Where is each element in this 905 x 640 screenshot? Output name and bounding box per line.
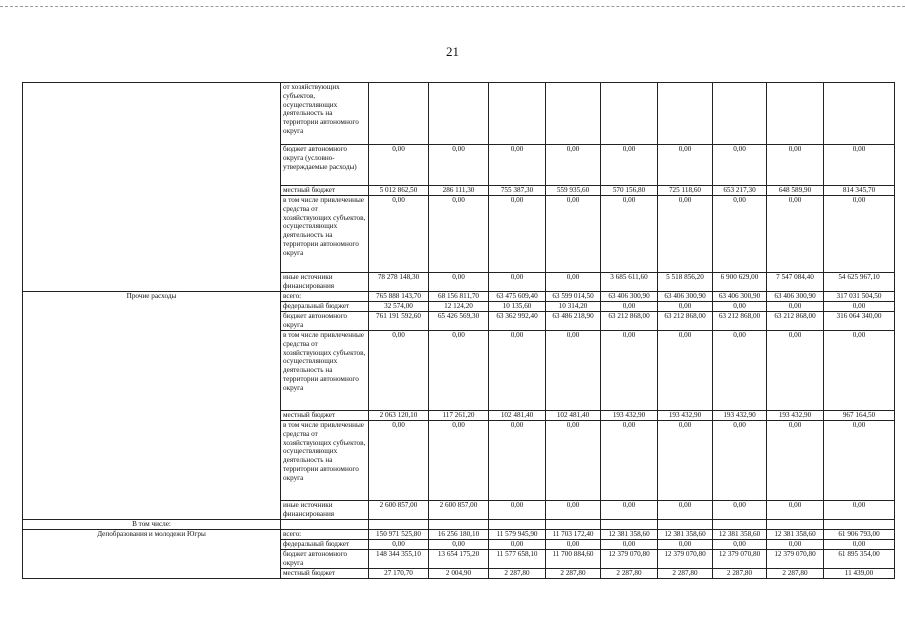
amount-cell: 0,00 xyxy=(601,196,658,273)
amount-cell: 12 379 070,80 xyxy=(658,550,713,569)
amount-cell: 2 287,80 xyxy=(658,569,713,579)
amount-cell: 5 518 856,20 xyxy=(658,273,713,292)
funding-source-cell: в том числе привлеченные средства от хозяйствующих субъектов, осуществляющих деятельность на территории автономного округа xyxy=(281,331,369,411)
amount-cell: 193 432,90 xyxy=(767,411,824,421)
amount-cell: 725 118,60 xyxy=(658,186,713,196)
amount-cell: 0,00 xyxy=(767,421,824,501)
table-row xyxy=(23,83,895,145)
amount-cell: 0,00 xyxy=(601,421,658,501)
amount-cell: 0,00 xyxy=(824,501,895,520)
amount-cell: 0,00 xyxy=(601,501,658,520)
amount-cell: 12 379 070,80 xyxy=(767,550,824,569)
amount-cell: 61 906 793,00 xyxy=(824,530,895,540)
amount-cell: 0,00 xyxy=(658,421,713,501)
funding-source-cell: в том числе привлеченные средства от хозяйствующих субъектов, осуществляющих деятельность на территории автономного округа xyxy=(281,196,369,273)
amount-cell: 0,00 xyxy=(429,540,489,550)
in-that-row xyxy=(23,520,895,530)
amount-cell: 63 212 868,00 xyxy=(658,312,713,331)
amount-cell: 0,00 xyxy=(546,421,601,501)
amount-cell: 65 426 569,30 xyxy=(429,312,489,331)
empty-cell xyxy=(369,520,429,530)
funding-source-cell: в том числе привлеченные средства от хозяйствующих субъектов, осуществляющих деятельность на территории автономного округа xyxy=(281,421,369,501)
amount-cell: 761 191 592,60 xyxy=(369,312,429,331)
amount-cell: 12 381 358,60 xyxy=(713,530,767,540)
amount-cell: 11 577 658,10 xyxy=(489,550,546,569)
amount-cell: 10 314,20 xyxy=(546,302,601,312)
funding-source-cell: иные источники финансирования xyxy=(281,501,369,520)
amount-cell: 0,00 xyxy=(658,145,713,186)
amount-cell xyxy=(767,83,824,145)
amount-cell: 0,00 xyxy=(429,421,489,501)
amount-cell: 0,00 xyxy=(369,196,429,273)
amount-cell: 63 475 609,40 xyxy=(489,292,546,302)
funding-source-cell: местный бюджет xyxy=(281,569,369,579)
amount-cell: 0,00 xyxy=(601,331,658,411)
amount-cell: 0,00 xyxy=(658,540,713,550)
amount-cell: 0,00 xyxy=(713,421,767,501)
amount-cell: 10 135,60 xyxy=(489,302,546,312)
amount-cell: 0,00 xyxy=(369,540,429,550)
amount-cell: 0,00 xyxy=(489,196,546,273)
amount-cell: 11 579 945,90 xyxy=(489,530,546,540)
amount-cell: 193 432,90 xyxy=(713,411,767,421)
table-row xyxy=(23,292,895,302)
empty-cell xyxy=(767,520,824,530)
amount-cell: 6 900 629,00 xyxy=(713,273,767,292)
funding-source-cell: бюджет автономного округа (условно-утверждаемые расходы) xyxy=(281,145,369,186)
amount-cell: 2 287,80 xyxy=(767,569,824,579)
scan-top-edge xyxy=(0,6,905,7)
amount-cell: 648 589,90 xyxy=(767,186,824,196)
amount-cell: 148 344 355,10 xyxy=(369,550,429,569)
amount-cell: 0,00 xyxy=(489,421,546,501)
amount-cell: 653 217,30 xyxy=(713,186,767,196)
section-name-cell xyxy=(23,83,281,292)
amount-cell: 150 971 525,80 xyxy=(369,530,429,540)
amount-cell: 0,00 xyxy=(489,145,546,186)
amount-cell: 32 574,00 xyxy=(369,302,429,312)
amount-cell xyxy=(546,83,601,145)
amount-cell: 2 063 120,10 xyxy=(369,411,429,421)
amount-cell: 0,00 xyxy=(546,501,601,520)
amount-cell: 0,00 xyxy=(369,331,429,411)
amount-cell: 102 481,40 xyxy=(546,411,601,421)
amount-cell: 0,00 xyxy=(713,196,767,273)
amount-cell: 0,00 xyxy=(767,196,824,273)
empty-cell xyxy=(824,520,895,530)
amount-cell: 2 287,80 xyxy=(546,569,601,579)
amount-cell xyxy=(824,83,895,145)
amount-cell: 12 124,20 xyxy=(429,302,489,312)
amount-cell: 0,00 xyxy=(369,421,429,501)
amount-cell: 0,00 xyxy=(767,145,824,186)
amount-cell: 117 261,20 xyxy=(429,411,489,421)
amount-cell: 559 935,60 xyxy=(546,186,601,196)
amount-cell: 0,00 xyxy=(658,331,713,411)
funding-source-cell: бюджет автономного округа xyxy=(281,312,369,331)
amount-cell: 0,00 xyxy=(489,501,546,520)
funding-source-cell: всего: xyxy=(281,292,369,302)
amount-cell: 755 387,30 xyxy=(489,186,546,196)
amount-cell xyxy=(429,83,489,145)
amount-cell: 3 685 611,60 xyxy=(601,273,658,292)
amount-cell: 0,00 xyxy=(658,196,713,273)
amount-cell: 0,00 xyxy=(824,540,895,550)
amount-cell: 0,00 xyxy=(546,540,601,550)
amount-cell: 5 012 862,50 xyxy=(369,186,429,196)
amount-cell: 12 381 358,60 xyxy=(658,530,713,540)
amount-cell: 2 287,80 xyxy=(713,569,767,579)
amount-cell: 61 895 354,00 xyxy=(824,550,895,569)
amount-cell: 0,00 xyxy=(824,302,895,312)
amount-cell: 0,00 xyxy=(489,331,546,411)
in-that-label: В том числе: xyxy=(23,520,281,530)
amount-cell: 286 111,30 xyxy=(429,186,489,196)
empty-cell xyxy=(658,520,713,530)
amount-cell: 63 212 868,00 xyxy=(601,312,658,331)
amount-cell: 12 381 358,60 xyxy=(601,530,658,540)
amount-cell: 316 064 340,00 xyxy=(824,312,895,331)
amount-cell: 2 287,80 xyxy=(601,569,658,579)
amount-cell xyxy=(658,83,713,145)
amount-cell: 63 406 300,90 xyxy=(713,292,767,302)
amount-cell: 63 406 300,90 xyxy=(767,292,824,302)
amount-cell: 193 432,90 xyxy=(601,411,658,421)
amount-cell: 0,00 xyxy=(546,196,601,273)
amount-cell: 7 547 084,40 xyxy=(767,273,824,292)
amount-cell: 11 700 884,60 xyxy=(546,550,601,569)
amount-cell: 0,00 xyxy=(369,145,429,186)
amount-cell: 63 362 992,40 xyxy=(489,312,546,331)
amount-cell: 193 432,90 xyxy=(658,411,713,421)
amount-cell: 2 287,80 xyxy=(489,569,546,579)
amount-cell: 0,00 xyxy=(489,273,546,292)
empty-cell xyxy=(713,520,767,530)
section-name-cell: Прочие расходы xyxy=(23,292,281,520)
amount-cell: 0,00 xyxy=(767,331,824,411)
amount-cell: 0,00 xyxy=(658,302,713,312)
amount-cell: 0,00 xyxy=(824,145,895,186)
amount-cell xyxy=(713,83,767,145)
amount-cell: 0,00 xyxy=(601,145,658,186)
page-number: 21 xyxy=(446,44,459,59)
amount-cell: 63 212 868,00 xyxy=(767,312,824,331)
amount-cell: 0,00 xyxy=(601,302,658,312)
funding-source-cell: иные источники финансирования xyxy=(281,273,369,292)
amount-cell: 0,00 xyxy=(767,302,824,312)
amount-cell: 0,00 xyxy=(546,145,601,186)
amount-cell: 63 406 300,90 xyxy=(601,292,658,302)
amount-cell: 967 164,50 xyxy=(824,411,895,421)
amount-cell: 12 379 070,80 xyxy=(601,550,658,569)
amount-cell: 68 156 811,70 xyxy=(429,292,489,302)
funding-source-cell: местный бюджет xyxy=(281,186,369,196)
amount-cell: 0,00 xyxy=(429,196,489,273)
funding-source-cell: местный бюджет xyxy=(281,411,369,421)
budget-table xyxy=(22,82,895,579)
amount-cell: 0,00 xyxy=(824,196,895,273)
amount-cell: 0,00 xyxy=(713,501,767,520)
funding-source-cell: бюджет автономного округа xyxy=(281,550,369,569)
amount-cell: 814 345,70 xyxy=(824,186,895,196)
amount-cell: 12 381 358,60 xyxy=(767,530,824,540)
empty-cell xyxy=(546,520,601,530)
amount-cell: 2 600 857,00 xyxy=(369,501,429,520)
amount-cell: 0,00 xyxy=(713,540,767,550)
amount-cell: 0,00 xyxy=(767,540,824,550)
table-row xyxy=(23,530,895,540)
amount-cell: 0,00 xyxy=(824,331,895,411)
empty-cell xyxy=(489,520,546,530)
amount-cell: 2 600 857,00 xyxy=(429,501,489,520)
funding-source-cell: федеральный бюджет xyxy=(281,540,369,550)
amount-cell: 63 406 300,90 xyxy=(658,292,713,302)
empty-cell xyxy=(601,520,658,530)
amount-cell: 0,00 xyxy=(546,331,601,411)
amount-cell: 317 031 504,50 xyxy=(824,292,895,302)
amount-cell: 63 486 218,90 xyxy=(546,312,601,331)
amount-cell: 0,00 xyxy=(429,145,489,186)
empty-cell xyxy=(429,520,489,530)
amount-cell: 0,00 xyxy=(546,273,601,292)
section-name-cell: Депобразования и молодежи Югры xyxy=(23,530,281,579)
amount-cell: 54 625 967,10 xyxy=(824,273,895,292)
amount-cell xyxy=(489,83,546,145)
amount-cell: 0,00 xyxy=(767,501,824,520)
amount-cell: 0,00 xyxy=(713,302,767,312)
amount-cell: 11 703 172,40 xyxy=(546,530,601,540)
amount-cell: 16 256 180,10 xyxy=(429,530,489,540)
empty-cell xyxy=(281,520,369,530)
amount-cell: 27 170,70 xyxy=(369,569,429,579)
amount-cell: 13 654 175,20 xyxy=(429,550,489,569)
amount-cell: 63 599 014,50 xyxy=(546,292,601,302)
amount-cell: 0,00 xyxy=(713,145,767,186)
amount-cell: 102 481,40 xyxy=(489,411,546,421)
amount-cell: 78 278 148,30 xyxy=(369,273,429,292)
amount-cell: 2 004,90 xyxy=(429,569,489,579)
amount-cell: 63 212 868,00 xyxy=(713,312,767,331)
amount-cell: 0,00 xyxy=(713,331,767,411)
amount-cell xyxy=(369,83,429,145)
funding-source-cell: от хозяйствующих субъектов, осуществляющих деятельность на территории автономного округа xyxy=(281,83,369,145)
funding-source-cell: федеральный бюджет xyxy=(281,302,369,312)
funding-source-cell: всего: xyxy=(281,530,369,540)
amount-cell: 0,00 xyxy=(601,540,658,550)
amount-cell: 0,00 xyxy=(429,273,489,292)
amount-cell: 570 156,80 xyxy=(601,186,658,196)
amount-cell: 0,00 xyxy=(429,331,489,411)
amount-cell: 11 439,00 xyxy=(824,569,895,579)
amount-cell: 765 888 143,70 xyxy=(369,292,429,302)
amount-cell: 12 379 070,80 xyxy=(713,550,767,569)
amount-cell: 0,00 xyxy=(658,501,713,520)
amount-cell: 0,00 xyxy=(489,540,546,550)
amount-cell xyxy=(601,83,658,145)
amount-cell: 0,00 xyxy=(824,421,895,501)
